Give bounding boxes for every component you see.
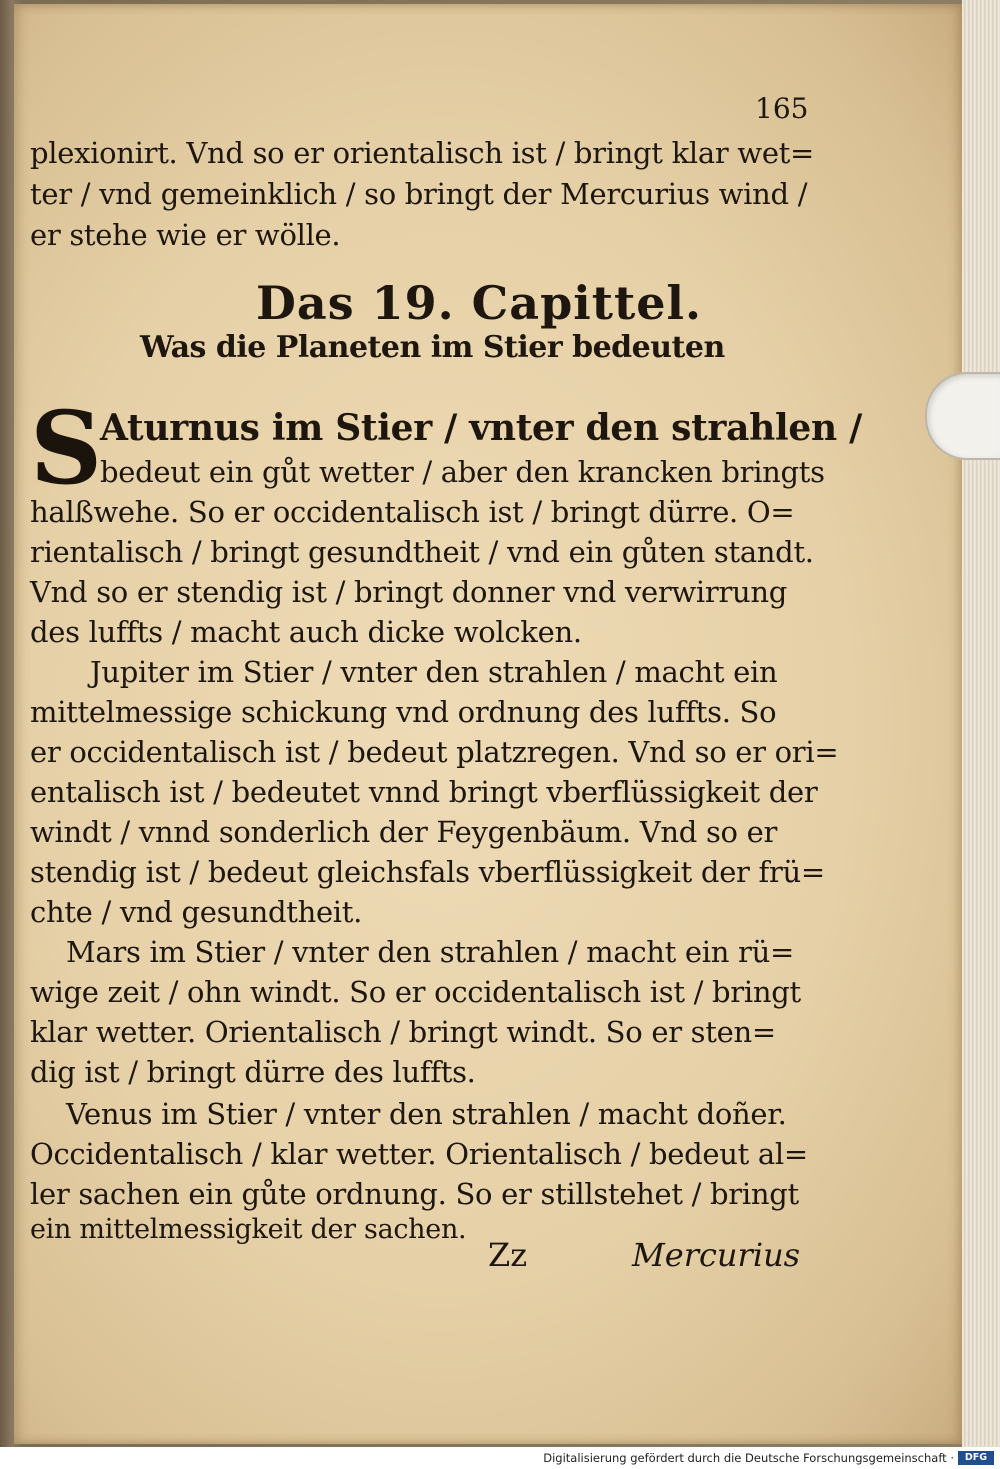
text-line: er stehe wie er wölle. <box>30 218 341 252</box>
text-line: er occidentalisch ist / bedeut platzregen. Vnd so er ori= <box>30 735 839 769</box>
text-line: rientalisch / bringt gesundtheit / vnd ein gůten standt. <box>30 535 814 569</box>
page-clip <box>925 372 1000 460</box>
text-line: bedeut ein gůt wetter / aber den krancken bringts <box>100 455 825 489</box>
text-line: Venus im Stier / vnter den strahlen / macht doñer. <box>66 1097 787 1131</box>
text-line: Occidentalisch / klar wetter. Orientalisch / bedeut al= <box>30 1137 808 1171</box>
page-edges <box>962 0 1000 1447</box>
text-line: windt / vnnd sonderlich der Feygenbäum. Vnd so er <box>30 815 778 849</box>
page-number: 165 <box>755 92 809 125</box>
text-line: chte / vnd gesundtheit. <box>30 895 363 929</box>
text-line: Aturnus im Stier / vnter den strahlen / <box>100 407 862 449</box>
text-line: mittelmessige schickung vnd ordnung des luffts. So <box>30 695 777 729</box>
text-line: wige zeit / ohn windt. So er occidentalisch ist / bringt <box>30 975 801 1009</box>
text-line: ein mittelmessigkeit der sachen. <box>30 1214 467 1245</box>
drop-cap: S <box>30 389 103 507</box>
text-line: stendig ist / bedeut gleichsfals vberflüssigkeit der frü= <box>30 855 825 889</box>
text-line: des luffts / macht auch dicke wolcken. <box>30 615 582 649</box>
text-line: entalisch ist / bedeutet vnnd bringt vberflüssigkeit der <box>30 775 818 809</box>
chapter-title: Das 19. Capittel. <box>256 276 702 330</box>
text-line: klar wetter. Orientalisch / bringt windt. So er sten= <box>30 1015 776 1049</box>
text-line: ler sachen ein gůte ordnung. So er stillstehet / bringt <box>30 1177 799 1211</box>
text-line: Jupiter im Stier / vnter den strahlen / macht ein <box>90 655 778 689</box>
text-line: halßwehe. So er occidentalisch ist / bringt dürre. O= <box>30 495 795 529</box>
text-line: dig ist / bringt dürre des luffts. <box>30 1055 476 1089</box>
text-line: ter / vnd gemeinklich / so bringt der Mercurius wind / <box>30 177 808 211</box>
text-line: Vnd so er stendig ist / bringt donner vnd verwirrung <box>30 575 788 609</box>
footer-bar <box>0 1447 1000 1469</box>
funding-notice: Digitalisierung gefördert durch die Deutsche Forschungsgemeinschaft · <box>543 1451 954 1465</box>
text-line: Mars im Stier / vnter den strahlen / macht ein rü= <box>66 935 794 969</box>
signature-mark: Zz <box>488 1236 528 1274</box>
catchword: Mercurius <box>632 1236 801 1274</box>
text-line: plexionirt. Vnd so er orientalisch ist / bringt klar wet= <box>30 136 815 170</box>
dfg-logo: DFG <box>958 1451 994 1465</box>
chapter-subtitle: Was die Planeten im Stier bedeuten <box>140 330 725 365</box>
